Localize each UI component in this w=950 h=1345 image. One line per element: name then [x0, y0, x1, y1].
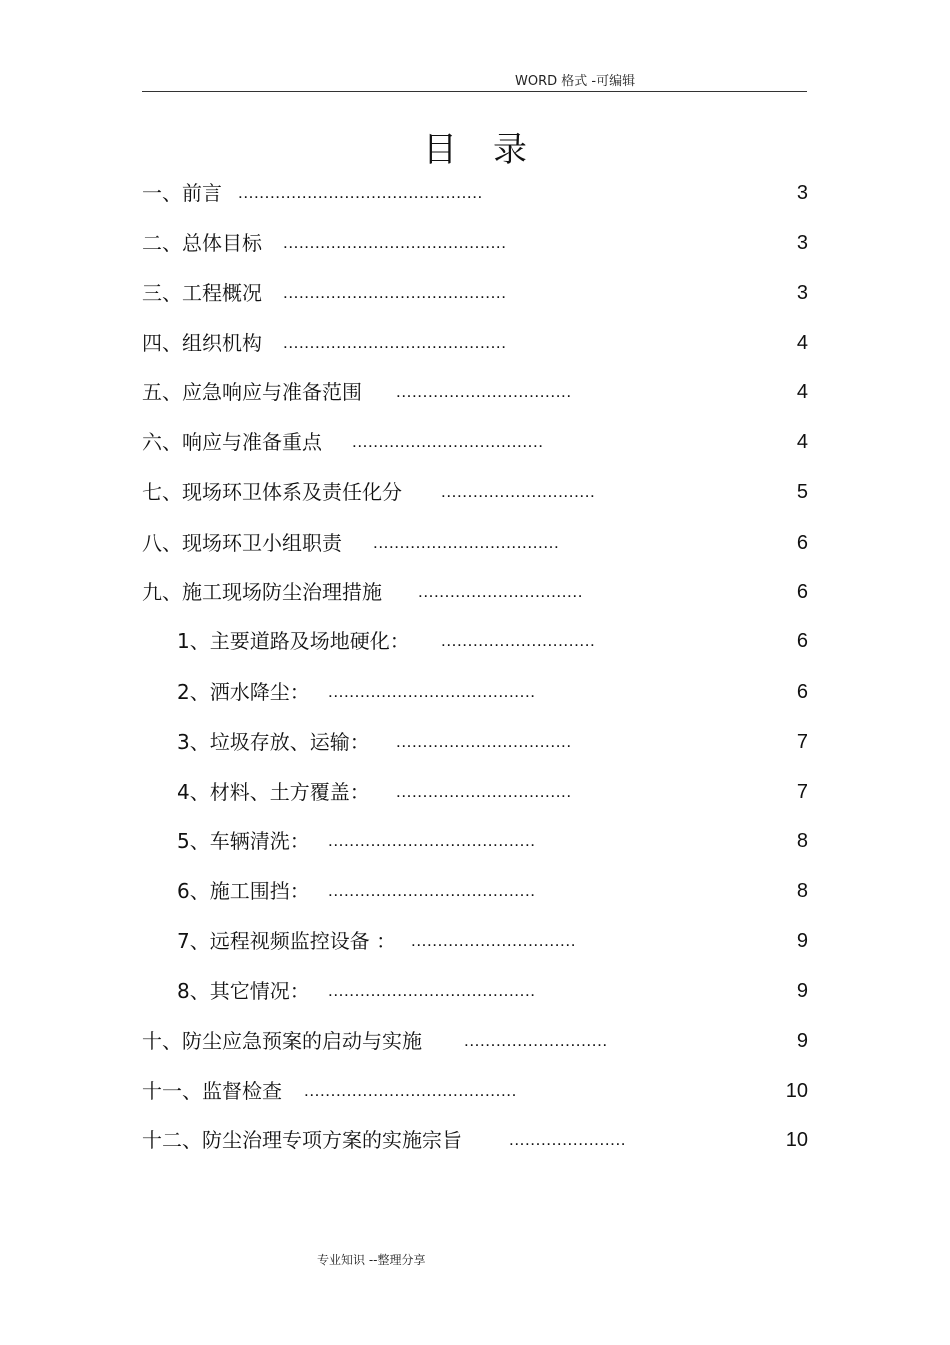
toc-entry-label: 三、工程概况 — [142, 281, 262, 305]
toc-entry-page-number: 7 — [796, 731, 808, 753]
toc-entry-leader-dots: ....................................... — [328, 881, 536, 900]
toc-entry-page-number: 9 — [796, 930, 808, 952]
toc-entry-page-number: 8 — [796, 880, 808, 902]
toc-entry-label: 四、组织机构 — [142, 331, 262, 355]
toc-entry-label: 十二、防尘治理专项方案的实施宗旨 — [142, 1128, 462, 1152]
toc-entry[interactable] — [0, 926, 950, 956]
toc-entry-page-number: 6 — [796, 581, 808, 603]
toc-entry-leader-dots: .......................................... — [283, 333, 507, 352]
toc-entry-label: 7、远程视频监控设备 ： — [177, 929, 397, 953]
toc-entry-label: 八、现场环卫小组职责 — [142, 531, 342, 555]
toc-entry-label: 8、其它情况： — [177, 979, 310, 1003]
toc-entry-page-number: 4 — [796, 332, 808, 354]
toc-entry-page-number: 7 — [796, 781, 808, 803]
toc-entry-label: 十一、监督检查 — [142, 1079, 282, 1103]
toc-entry[interactable] — [0, 626, 950, 656]
toc-entry[interactable] — [0, 477, 950, 507]
toc-entry[interactable] — [0, 228, 950, 258]
toc-entry-leader-dots: ....................................... — [328, 682, 536, 701]
toc-entry-page-number: 9 — [796, 980, 808, 1002]
toc-entry[interactable] — [0, 577, 950, 607]
toc-entry-label: 二、总体目标 — [142, 231, 262, 255]
toc-entry-label: 一、前言 — [142, 181, 222, 205]
toc-entry[interactable] — [0, 178, 950, 208]
toc-entry-label: 2、洒水降尘： — [177, 680, 310, 704]
toc-entry-page-number: 6 — [796, 681, 808, 703]
toc-entry-page-number: 3 — [796, 232, 808, 254]
page-header: WORD 格式 -可编辑 — [515, 74, 636, 89]
toc-entry-leader-dots: .......................................... — [283, 233, 507, 252]
toc-entry[interactable] — [0, 677, 950, 707]
toc-entry-leader-dots: ................................. — [396, 382, 572, 401]
toc-entry-page-number: 5 — [796, 481, 808, 503]
toc-entry-label: 4、材料、土方覆盖： — [177, 780, 370, 804]
toc-entry[interactable] — [0, 528, 950, 558]
toc-entry-leader-dots: ................................. — [396, 732, 572, 751]
toc-entry-leader-dots: .................................... — [352, 432, 544, 451]
toc-entry-label: 6、施工围挡： — [177, 879, 310, 903]
toc-entry[interactable] — [0, 1125, 950, 1155]
toc-entry-label: 六、响应与准备重点 — [142, 430, 322, 454]
toc-entry[interactable] — [0, 777, 950, 807]
toc-entry-leader-dots: ............................... — [418, 582, 584, 601]
toc-entry[interactable] — [0, 278, 950, 308]
toc-entry-leader-dots: ....................................... — [328, 831, 536, 850]
toc-entry-leader-dots: ............................... — [411, 931, 577, 950]
header-rule — [142, 91, 807, 92]
toc-entry[interactable] — [0, 727, 950, 757]
toc-entry-label: 十、防尘应急预案的启动与实施 — [142, 1029, 422, 1053]
toc-entry[interactable] — [0, 377, 950, 407]
toc-entry-page-number: 4 — [796, 381, 808, 403]
toc-title: 目录 — [423, 130, 563, 170]
toc-entry[interactable] — [0, 976, 950, 1006]
toc-entry-page-number: 3 — [796, 282, 808, 304]
toc-entry-label: 1、主要道路及场地硬化： — [177, 629, 410, 653]
toc-entry[interactable] — [0, 826, 950, 856]
toc-entry-leader-dots: ...................... — [509, 1130, 627, 1149]
toc-entry-label: 七、现场环卫体系及责任化分 — [142, 480, 402, 504]
page-footer: 专业知识 --整理分享 — [317, 1253, 426, 1267]
toc-entry-page-number: 10 — [785, 1080, 808, 1102]
toc-entry[interactable] — [0, 1026, 950, 1056]
toc-entry[interactable] — [0, 328, 950, 358]
toc-entry-page-number: 4 — [796, 431, 808, 453]
toc-entry-leader-dots: ............................. — [441, 482, 596, 501]
toc-entry[interactable] — [0, 1076, 950, 1106]
toc-entry-page-number: 6 — [796, 532, 808, 554]
toc-entry-leader-dots: ................................... — [373, 533, 560, 552]
toc-entry-leader-dots: ....................................... — [328, 981, 536, 1000]
toc-entry-leader-dots: ........................... — [464, 1031, 608, 1050]
toc-entry-label: 5、车辆清洗： — [177, 829, 310, 853]
toc-entry-page-number: 3 — [796, 182, 808, 204]
toc-entry-leader-dots: .............................................. — [238, 183, 483, 202]
toc-entry-leader-dots: ........................................ — [304, 1081, 517, 1100]
toc-entry-leader-dots: ................................. — [396, 782, 572, 801]
toc-entry-label: 3、垃圾存放、运输： — [177, 730, 370, 754]
toc-entry-page-number: 8 — [796, 830, 808, 852]
toc-entry[interactable] — [0, 427, 950, 457]
toc-entry-label: 五、应急响应与准备范围 — [142, 380, 362, 404]
toc-entry-leader-dots: .......................................... — [283, 283, 507, 302]
toc-entry-page-number: 6 — [796, 630, 808, 652]
toc-entry-page-number: 10 — [785, 1129, 808, 1151]
toc-entry-leader-dots: ............................. — [441, 631, 596, 650]
toc-entry-label: 九、施工现场防尘治理措施 — [142, 580, 382, 604]
toc-entry-page-number: 9 — [796, 1030, 808, 1052]
toc-entry[interactable] — [0, 876, 950, 906]
